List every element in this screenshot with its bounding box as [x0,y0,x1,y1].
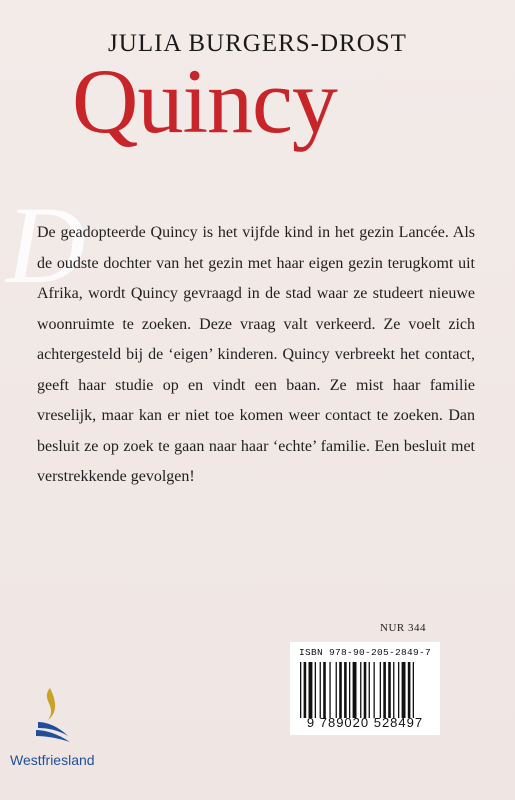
barcode-bar [402,662,406,718]
barcode-bar [388,662,391,718]
barcode-bar [336,662,337,718]
barcode-bar [393,662,394,718]
barcode-bar [383,662,386,718]
barcode-bar [364,662,367,718]
barcode-icon [300,662,432,718]
barcode-bar [349,662,350,718]
author-name: JULIA BURGERS-DROST [108,30,407,57]
barcode-bar [309,662,313,718]
barcode-bar [360,662,361,718]
barcode-bar [323,662,326,718]
barcode-bar [398,662,399,718]
isbn-text: ISBN 978-90-205-2849-7 [298,647,432,658]
barcode-bar [374,662,375,718]
barcode-bar [304,662,307,718]
barcode-bar [320,662,321,718]
barcode-label [290,642,440,735]
barcode-bar [300,662,301,718]
book-title: Quincy [72,50,337,152]
decorative-dropcap: D [6,184,86,306]
barcode-bar [413,662,414,718]
nur-code: NUR 344 [380,622,426,634]
barcode-bar [339,662,342,718]
barcode-bar [369,662,370,718]
barcode-bar [329,662,330,718]
book-blurb: De geadopteerde Quincy is het vijfde kind in het gezin Lancée. Als de oudste dochter van het gezin met haar eigen gezin terugkomt uit Afrika, wordt Quincy gevraagd in de stad waar ze studeert nieuwe woonruimte te zoeken. Deze vraag valt verkeerd. Ze voelt zich achtergesteld bij de ‘eigen’ kinderen. Quincy verbreekt het contact, geeft haar studie op en vindt een baan. Ze mist haar familie vreselijk, maar kan er niet toe komen weer contact te zoeken. Dan besluit ze op zoek te gaan naar haar ‘echte’ familie. Een besluit met verstrekkende gevolgen! [37,224,475,485]
barcode-digits: 9 789020 528497 [306,715,424,730]
barcode-bar [344,662,347,718]
barcode-bar [408,662,411,718]
barcode-bar [315,662,316,718]
flame-logo-icon [28,686,78,742]
publisher-name: Westfriesland [10,752,95,768]
barcode-bar [380,662,381,718]
barcode-bar [353,662,357,718]
